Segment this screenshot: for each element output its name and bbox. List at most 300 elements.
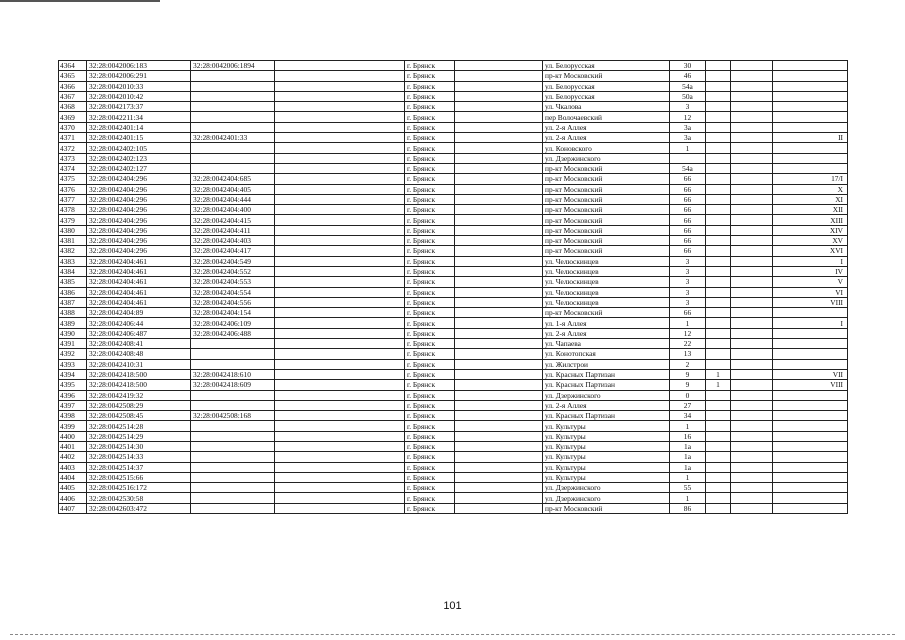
cell-empty-col-c	[731, 236, 773, 246]
cell-building-number	[706, 81, 731, 91]
cell-building-number	[706, 349, 731, 359]
cell-street: ул. Белорусская	[543, 61, 670, 71]
cell-cadastral-number: 32:28:0042402:105	[87, 143, 191, 153]
cell-sub-cadastral-number	[191, 431, 275, 441]
cell-sub-cadastral-number: 32:28:0042404:552	[191, 266, 275, 276]
cell-city: г. Брянск	[405, 163, 455, 173]
cell-building-number	[706, 122, 731, 132]
cell-row-number: 4365	[59, 71, 87, 81]
table-row	[59, 308, 848, 318]
cell-sub-cadastral-number	[191, 472, 275, 482]
cell-city: г. Брянск	[405, 339, 455, 349]
cell-empty-col-c	[731, 153, 773, 163]
cell-row-number: 4393	[59, 359, 87, 369]
cell-building-number	[706, 328, 731, 338]
cell-cadastral-number: 32:28:0042404:461	[87, 297, 191, 307]
cell-city: г. Брянск	[405, 194, 455, 204]
cell-street: ул. Белорусская	[543, 91, 670, 101]
table-row	[59, 328, 848, 338]
cell-empty-col-a	[275, 411, 405, 421]
cell-house-number: 66	[670, 246, 706, 256]
cell-street: ул. 2-я Аллея	[543, 400, 670, 410]
cell-building-number	[706, 143, 731, 153]
table-row	[59, 153, 848, 163]
cell-building-number	[706, 91, 731, 101]
cell-room-number: V	[773, 277, 848, 287]
cell-street: ул. Дзержинского	[543, 483, 670, 493]
cell-sub-cadastral-number: 32:28:0042406:488	[191, 328, 275, 338]
cell-city: г. Брянск	[405, 318, 455, 328]
cell-cadastral-number: 32:28:0042406:487	[87, 328, 191, 338]
cell-house-number: 54а	[670, 163, 706, 173]
cell-empty-col-c	[731, 483, 773, 493]
cell-cadastral-number: 32:28:0042402:123	[87, 153, 191, 163]
cell-sub-cadastral-number	[191, 452, 275, 462]
cell-sub-cadastral-number	[191, 122, 275, 132]
cell-house-number: 3	[670, 287, 706, 297]
cell-room-number: VIII	[773, 380, 848, 390]
cell-city: г. Брянск	[405, 133, 455, 143]
cell-house-number: 3	[670, 102, 706, 112]
cell-building-number	[706, 256, 731, 266]
cell-city: г. Брянск	[405, 71, 455, 81]
table-row	[59, 133, 848, 143]
cell-row-number: 4397	[59, 400, 87, 410]
cell-city: г. Брянск	[405, 308, 455, 318]
table-row	[59, 503, 848, 513]
cell-empty-col-a	[275, 163, 405, 173]
register-body	[59, 61, 848, 514]
cell-empty-col-a	[275, 133, 405, 143]
cell-empty-col-c	[731, 472, 773, 482]
cell-empty-col-b	[455, 318, 543, 328]
cell-sub-cadastral-number	[191, 359, 275, 369]
cell-cadastral-number: 32:28:0042404:296	[87, 194, 191, 204]
cell-house-number	[670, 153, 706, 163]
cell-row-number: 4379	[59, 215, 87, 225]
cell-sub-cadastral-number	[191, 390, 275, 400]
cell-building-number	[706, 236, 731, 246]
cell-house-number: 66	[670, 174, 706, 184]
table-row	[59, 184, 848, 194]
cell-room-number	[773, 349, 848, 359]
cell-empty-col-b	[455, 174, 543, 184]
cell-building-number	[706, 462, 731, 472]
cell-empty-col-a	[275, 400, 405, 410]
cell-row-number: 4402	[59, 452, 87, 462]
cell-house-number: 66	[670, 215, 706, 225]
table-row	[59, 215, 848, 225]
table-row	[59, 277, 848, 287]
cell-empty-col-a	[275, 81, 405, 91]
table-row	[59, 390, 848, 400]
cell-cadastral-number: 32:28:0042006:291	[87, 71, 191, 81]
cell-room-number	[773, 339, 848, 349]
cell-empty-col-c	[731, 61, 773, 71]
cell-building-number	[706, 112, 731, 122]
cell-street: ул. 2-я Аллея	[543, 133, 670, 143]
cell-row-number: 4368	[59, 102, 87, 112]
cell-cadastral-number: 32:28:0042514:33	[87, 452, 191, 462]
cell-row-number: 4378	[59, 205, 87, 215]
cell-empty-col-a	[275, 71, 405, 81]
cell-empty-col-b	[455, 91, 543, 101]
cell-sub-cadastral-number	[191, 112, 275, 122]
cell-empty-col-a	[275, 256, 405, 266]
cell-house-number: 1	[670, 318, 706, 328]
cell-building-number	[706, 441, 731, 451]
cell-building-number	[706, 225, 731, 235]
cell-street: пр-кт Московский	[543, 163, 670, 173]
cell-room-number	[773, 390, 848, 400]
cell-street: ул. Культуры	[543, 421, 670, 431]
cell-building-number	[706, 174, 731, 184]
cell-empty-col-a	[275, 297, 405, 307]
cell-room-number: I	[773, 318, 848, 328]
cell-street: ул. Жилстрои	[543, 359, 670, 369]
cell-city: г. Брянск	[405, 266, 455, 276]
cell-cadastral-number: 32:28:0042404:461	[87, 256, 191, 266]
cell-building-number	[706, 61, 731, 71]
cell-row-number: 4384	[59, 266, 87, 276]
cell-street: пр-кт Московский	[543, 215, 670, 225]
cell-empty-col-c	[731, 112, 773, 122]
cell-empty-col-c	[731, 81, 773, 91]
cell-empty-col-c	[731, 297, 773, 307]
cell-empty-col-b	[455, 431, 543, 441]
cell-city: г. Брянск	[405, 472, 455, 482]
table-row	[59, 431, 848, 441]
cell-city: г. Брянск	[405, 81, 455, 91]
table-row	[59, 318, 848, 328]
cell-room-number: XVI	[773, 246, 848, 256]
cell-empty-col-b	[455, 122, 543, 132]
cell-row-number: 4398	[59, 411, 87, 421]
cell-empty-col-b	[455, 411, 543, 421]
cell-sub-cadastral-number	[191, 441, 275, 451]
cell-street: ул. 1-я Аллея	[543, 318, 670, 328]
cell-row-number: 4399	[59, 421, 87, 431]
cell-house-number: 3а	[670, 133, 706, 143]
cell-house-number: 12	[670, 112, 706, 122]
table-row	[59, 112, 848, 122]
cell-street: ул. Дзержинского	[543, 390, 670, 400]
cell-empty-col-c	[731, 194, 773, 204]
cell-row-number: 4366	[59, 81, 87, 91]
cell-empty-col-b	[455, 421, 543, 431]
cell-empty-col-b	[455, 61, 543, 71]
cell-cadastral-number: 32:28:0042514:37	[87, 462, 191, 472]
cell-empty-col-b	[455, 205, 543, 215]
cell-empty-col-c	[731, 431, 773, 441]
cell-empty-col-b	[455, 297, 543, 307]
cell-city: г. Брянск	[405, 256, 455, 266]
cell-house-number: 13	[670, 349, 706, 359]
cell-cadastral-number: 32:28:0042603:472	[87, 503, 191, 513]
cell-sub-cadastral-number	[191, 102, 275, 112]
cell-empty-col-a	[275, 462, 405, 472]
cell-building-number: 1	[706, 369, 731, 379]
cell-city: г. Брянск	[405, 441, 455, 451]
cell-sub-cadastral-number	[191, 493, 275, 503]
cell-building-number	[706, 431, 731, 441]
cell-building-number	[706, 359, 731, 369]
cell-cadastral-number: 32:28:0042514:29	[87, 431, 191, 441]
cell-building-number	[706, 297, 731, 307]
cell-cadastral-number: 32:28:0042508:29	[87, 400, 191, 410]
cell-building-number	[706, 390, 731, 400]
table-row	[59, 380, 848, 390]
cell-empty-col-c	[731, 71, 773, 81]
cell-row-number: 4376	[59, 184, 87, 194]
cell-city: г. Брянск	[405, 400, 455, 410]
cell-room-number	[773, 143, 848, 153]
cell-room-number	[773, 61, 848, 71]
cell-empty-col-a	[275, 153, 405, 163]
table-row	[59, 225, 848, 235]
cell-row-number: 4386	[59, 287, 87, 297]
cell-room-number: II	[773, 133, 848, 143]
cell-empty-col-a	[275, 143, 405, 153]
table-row	[59, 256, 848, 266]
cell-empty-col-a	[275, 194, 405, 204]
cell-building-number	[706, 205, 731, 215]
cell-house-number: 9	[670, 369, 706, 379]
cell-sub-cadastral-number	[191, 421, 275, 431]
cell-empty-col-c	[731, 143, 773, 153]
cell-empty-col-a	[275, 308, 405, 318]
cell-building-number	[706, 483, 731, 493]
cell-street: пр-кт Московский	[543, 236, 670, 246]
cell-room-number	[773, 308, 848, 318]
cell-row-number: 4375	[59, 174, 87, 184]
cell-empty-col-c	[731, 287, 773, 297]
table-row	[59, 411, 848, 421]
cell-cadastral-number: 32:28:0042404:296	[87, 225, 191, 235]
cell-house-number: 66	[670, 308, 706, 318]
cell-house-number: 50а	[670, 91, 706, 101]
cell-sub-cadastral-number: 32:28:0042404:403	[191, 236, 275, 246]
cell-empty-col-a	[275, 493, 405, 503]
cell-room-number	[773, 400, 848, 410]
cell-street: ул. Дзержинского	[543, 493, 670, 503]
cell-empty-col-b	[455, 71, 543, 81]
cell-empty-col-c	[731, 339, 773, 349]
cell-empty-col-b	[455, 359, 543, 369]
cell-empty-col-b	[455, 452, 543, 462]
cell-empty-col-b	[455, 102, 543, 112]
cell-empty-col-c	[731, 411, 773, 421]
cell-street: пр-кт Московский	[543, 184, 670, 194]
cell-house-number: 3	[670, 256, 706, 266]
cell-sub-cadastral-number: 32:28:0042401:33	[191, 133, 275, 143]
cell-cadastral-number: 32:28:0042402:127	[87, 163, 191, 173]
cell-room-number: XIII	[773, 215, 848, 225]
cell-empty-col-b	[455, 133, 543, 143]
cell-cadastral-number: 32:28:0042404:296	[87, 205, 191, 215]
cell-room-number	[773, 431, 848, 441]
cell-row-number: 4403	[59, 462, 87, 472]
cell-cadastral-number: 32:28:0042406:44	[87, 318, 191, 328]
cell-row-number: 4407	[59, 503, 87, 513]
cell-building-number	[706, 400, 731, 410]
table-row	[59, 441, 848, 451]
cell-sub-cadastral-number	[191, 71, 275, 81]
cell-city: г. Брянск	[405, 112, 455, 122]
cell-empty-col-a	[275, 369, 405, 379]
cell-empty-col-a	[275, 380, 405, 390]
cell-empty-col-b	[455, 143, 543, 153]
cell-street: ул. Культуры	[543, 431, 670, 441]
cell-room-number	[773, 91, 848, 101]
cell-street: ул. Дзержинского	[543, 153, 670, 163]
cell-room-number	[773, 163, 848, 173]
cell-empty-col-c	[731, 266, 773, 276]
cell-street: ул. Культуры	[543, 452, 670, 462]
table-row	[59, 462, 848, 472]
cell-room-number: X	[773, 184, 848, 194]
cell-row-number: 4380	[59, 225, 87, 235]
cell-street: пр-кт Московский	[543, 174, 670, 184]
cell-row-number: 4390	[59, 328, 87, 338]
cell-empty-col-c	[731, 184, 773, 194]
cell-empty-col-a	[275, 349, 405, 359]
table-row	[59, 246, 848, 256]
cell-house-number: 22	[670, 339, 706, 349]
cell-empty-col-b	[455, 236, 543, 246]
cell-empty-col-a	[275, 246, 405, 256]
cell-city: г. Брянск	[405, 328, 455, 338]
cell-sub-cadastral-number: 32:28:0042418:609	[191, 380, 275, 390]
cell-building-number	[706, 308, 731, 318]
cell-empty-col-b	[455, 503, 543, 513]
cell-city: г. Брянск	[405, 493, 455, 503]
cell-empty-col-a	[275, 421, 405, 431]
cell-sub-cadastral-number: 32:28:0042006:1894	[191, 61, 275, 71]
cell-house-number: 16	[670, 431, 706, 441]
cell-street: пр-кт Московский	[543, 71, 670, 81]
table-row	[59, 266, 848, 276]
cell-house-number: 9	[670, 380, 706, 390]
cell-house-number: 3а	[670, 122, 706, 132]
cell-room-number	[773, 421, 848, 431]
cell-cadastral-number: 32:28:0042410:31	[87, 359, 191, 369]
cell-row-number: 4367	[59, 91, 87, 101]
cell-building-number	[706, 287, 731, 297]
cell-row-number: 4387	[59, 297, 87, 307]
cell-building-number	[706, 215, 731, 225]
cell-cadastral-number: 32:28:0042404:461	[87, 266, 191, 276]
register-table	[58, 60, 848, 514]
cell-empty-col-c	[731, 369, 773, 379]
cell-sub-cadastral-number: 32:28:0042404:417	[191, 246, 275, 256]
cell-city: г. Брянск	[405, 462, 455, 472]
cell-city: г. Брянск	[405, 61, 455, 71]
cell-empty-col-a	[275, 91, 405, 101]
cell-street: ул. Красных Партизан	[543, 411, 670, 421]
cell-sub-cadastral-number: 32:28:0042418:610	[191, 369, 275, 379]
cell-row-number: 4388	[59, 308, 87, 318]
cell-empty-col-c	[731, 225, 773, 235]
cell-city: г. Брянск	[405, 431, 455, 441]
cell-building-number	[706, 133, 731, 143]
cell-empty-col-b	[455, 493, 543, 503]
cell-empty-col-c	[731, 102, 773, 112]
cell-city: г. Брянск	[405, 349, 455, 359]
cell-house-number: 12	[670, 328, 706, 338]
cell-cadastral-number: 32:28:0042404:296	[87, 184, 191, 194]
table-row	[59, 421, 848, 431]
cell-city: г. Брянск	[405, 287, 455, 297]
cell-cadastral-number: 32:28:0042514:28	[87, 421, 191, 431]
cell-room-number	[773, 328, 848, 338]
cell-empty-col-c	[731, 318, 773, 328]
cell-room-number: I	[773, 256, 848, 266]
cell-empty-col-c	[731, 462, 773, 472]
cell-room-number: IV	[773, 266, 848, 276]
cell-empty-col-c	[731, 503, 773, 513]
cell-empty-col-a	[275, 184, 405, 194]
cell-sub-cadastral-number: 32:28:0042404:415	[191, 215, 275, 225]
cell-cadastral-number: 32:28:0042419:32	[87, 390, 191, 400]
cell-empty-col-b	[455, 441, 543, 451]
cell-empty-col-a	[275, 390, 405, 400]
cell-street: ул. Красных Партизан	[543, 369, 670, 379]
cell-row-number: 4383	[59, 256, 87, 266]
cell-empty-col-b	[455, 246, 543, 256]
cell-empty-col-c	[731, 359, 773, 369]
cell-building-number	[706, 184, 731, 194]
cell-street: ул. Коновского	[543, 143, 670, 153]
cell-street: пр-кт Московский	[543, 225, 670, 235]
cell-city: г. Брянск	[405, 483, 455, 493]
cell-empty-col-b	[455, 472, 543, 482]
cell-city: г. Брянск	[405, 225, 455, 235]
cell-room-number	[773, 102, 848, 112]
cell-city: г. Брянск	[405, 153, 455, 163]
cell-cadastral-number: 32:28:0042516:172	[87, 483, 191, 493]
cell-house-number: 66	[670, 184, 706, 194]
cell-cadastral-number: 32:28:0042418:500	[87, 380, 191, 390]
cell-sub-cadastral-number: 32:28:0042404:554	[191, 287, 275, 297]
cell-empty-col-a	[275, 266, 405, 276]
cell-empty-col-c	[731, 133, 773, 143]
cell-sub-cadastral-number	[191, 153, 275, 163]
cell-cadastral-number: 32:28:0042401:15	[87, 133, 191, 143]
cell-empty-col-a	[275, 483, 405, 493]
cell-building-number	[706, 339, 731, 349]
cell-building-number	[706, 102, 731, 112]
cell-empty-col-c	[731, 256, 773, 266]
cell-sub-cadastral-number	[191, 91, 275, 101]
page-number: 101	[443, 600, 462, 612]
cell-empty-col-c	[731, 246, 773, 256]
cell-empty-col-c	[731, 380, 773, 390]
cell-house-number: 3	[670, 277, 706, 287]
cell-building-number	[706, 503, 731, 513]
cell-cadastral-number: 32:28:0042404:89	[87, 308, 191, 318]
cell-empty-col-b	[455, 380, 543, 390]
cell-empty-col-c	[731, 91, 773, 101]
cell-sub-cadastral-number	[191, 339, 275, 349]
cell-cadastral-number: 32:28:0042404:296	[87, 215, 191, 225]
cell-empty-col-b	[455, 308, 543, 318]
cell-empty-col-c	[731, 215, 773, 225]
table-row	[59, 359, 848, 369]
cell-empty-col-b	[455, 163, 543, 173]
cell-empty-col-a	[275, 102, 405, 112]
cell-empty-col-b	[455, 400, 543, 410]
